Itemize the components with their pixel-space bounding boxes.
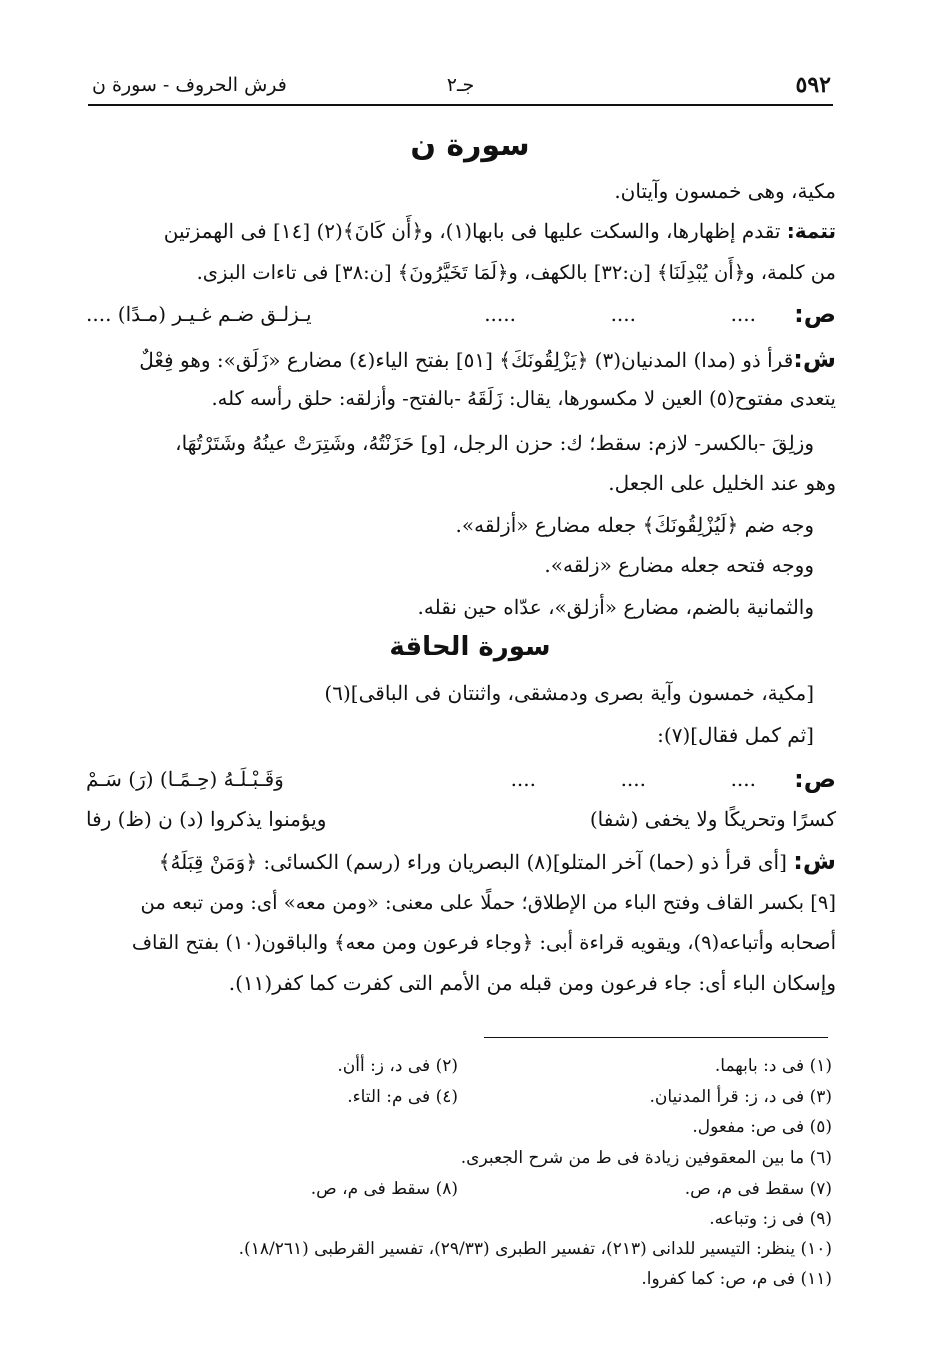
sharh-line-2: يتعدى مفتوح(٥) العين لا مكسورها، يقال: زَلَقَهُ -بالفتح- وأزلقه: حلق رأسه كله. <box>211 387 836 410</box>
sharh-line-3: وزلِقَ -بالكسر- لازم: سقط؛ ك: حزن الرجل، [و] حَزَنْتُهُ، وشَتِرَتْ عينُهُ وشَتَرْتُهَا، <box>175 431 814 455</box>
footnote-7: (٧) سقط فى م، ص. <box>684 1179 832 1199</box>
surah2-intro-2: [ثم كمل فقال](٧): <box>657 723 814 747</box>
shin-label: ش: <box>793 345 836 373</box>
verse-dots: .... <box>620 767 646 791</box>
footnote-2: (٢) فى د، ز: أأن. <box>337 1056 458 1076</box>
volume-label: جـ٢ <box>446 74 475 96</box>
shin-label: ش: <box>793 847 836 875</box>
surah-title-haqqa: سورة الحاقة <box>389 632 551 662</box>
verse-hemistich-1: كسرًا وتحريكًا ولا يخفى (شفا) <box>589 807 836 831</box>
footnote-3: (٣) فى د، ز: قرأ المدنيان. <box>649 1087 832 1107</box>
verse-hemistich-2: ويؤمنوا يذكروا (د) ن (ظ) رفا <box>86 807 327 831</box>
page-number: ٥٩٢ <box>795 72 831 98</box>
verse-dots: ..... <box>484 302 516 326</box>
sharh-line-1 <box>86 342 836 377</box>
section-title: فرش الحروف - سورة ن <box>92 74 287 96</box>
sharh2-line-4: وإسكان الباء أى: جاء فرعون ومن قبله من الأمم التى كفرت كما كفر(١١). <box>228 971 836 995</box>
verse-dots: .... <box>730 767 756 791</box>
footnote-1: (١) فى د: بابهما. <box>714 1056 832 1076</box>
running-header <box>88 70 833 106</box>
footnote-5: (٥) فى ص: مفعول. <box>692 1117 832 1137</box>
sad-label: ص: <box>794 300 836 328</box>
footnote-8: (٨) سقط فى م، ص. <box>310 1179 458 1199</box>
tatimma-text-1: تقدم إظهارها، والسكت عليها فى بابها(١)، و﴿أَن كَانَ﴾(٢) [١٤] فى الهمزتين <box>163 219 781 243</box>
tatimma-line-1 <box>86 214 836 248</box>
sad-label: ص: <box>794 765 836 793</box>
tatimma-label: تتمة: <box>786 219 836 243</box>
verse-dots: .... <box>510 767 536 791</box>
sharh2-line-3: أصحابه وأتباعه(٩)، ويقويه قراءة أبى: ﴿وجاء فرعون ومن معه﴾ والباقون(١٠) بفتح القاف <box>131 931 836 954</box>
sharh-line-4: وهو عند الخليل على الجعل. <box>608 471 836 495</box>
footnote-9: (٩) فى ز: وتباعه. <box>709 1209 832 1229</box>
surah2-intro: [مكية، خمسون وآية بصرى ودمشقى، واثنتان فى الباقى](٦) <box>324 681 814 705</box>
sharh-text-1: قرأ ذو (مدا) المدنيان(٣) ﴿يَزْلِقُونَكَ﴾ [٥١] بفتح الياء(٤) مضارع «زَلَق»: وهو فِعْلٌ <box>139 348 794 372</box>
footnote-11: (١١) فى م، ص: كما كفروا. <box>641 1269 832 1289</box>
footnote-4: (٤) فى م: التاء. <box>347 1087 458 1107</box>
verse-dots: .... <box>610 302 636 326</box>
sharh2-line-2: [٩] بكسر القاف وفتح الباء من الإطلاق؛ حملًا على معنى: «ومن معه» أى: ومن تبعه من <box>140 891 836 914</box>
footnote-6: (٦) ما بين المعقوفين زيادة فى ط من شرح الجعبرى. <box>460 1148 832 1168</box>
wajh-line-3: والثمانية بالضم، مضارع «أزلق»، عدّاه حين نقله. <box>417 595 814 619</box>
footnote-10: (١٠) ينظر: التيسير للدانى (٢١٣)، تفسير الطبرى (٢٩/٣٣)، تفسير القرطبى (١٨/٢٦١). <box>238 1239 832 1259</box>
wajh-line-2: ووجه فتحه جعله مضارع «زلقه». <box>544 553 814 577</box>
footnote-divider <box>484 1037 828 1038</box>
tatimma-line-2: من كلمة، و﴿أَن يُبْدِلَنَا﴾ [ن:٣٢] بالكهف، و﴿لَمَا تَخَيَّرُونَ﴾ [ن:٣٨] فى تاءات البزى. <box>196 261 836 284</box>
wajh-line-1: وجه ضم ﴿لَيُزْلِقُونَكَ﴾ جعله مضارع «أزلقه». <box>455 513 814 537</box>
surah-intro: مكية، وهى خمسون وآيتان. <box>614 179 836 203</box>
verse-text: وَقَـبْـلَـهُ (حِـمًـا) (رَ) سَـمْ <box>86 767 284 791</box>
sharh2-text-1: [أى قرأ ذو (حما) آخر المتلو](٨) البصريان وراء (رسم) الكسائى: ﴿وَمَنْ قِبَلَهُ﴾ <box>158 850 787 874</box>
verse-dots: .... <box>730 302 756 326</box>
surah-title-nun: سورة ن <box>410 128 530 163</box>
verse-text: يـزلـق ضـم غـيـر (مـدًا) .... <box>86 302 312 326</box>
sharh2-line-1 <box>86 844 836 879</box>
